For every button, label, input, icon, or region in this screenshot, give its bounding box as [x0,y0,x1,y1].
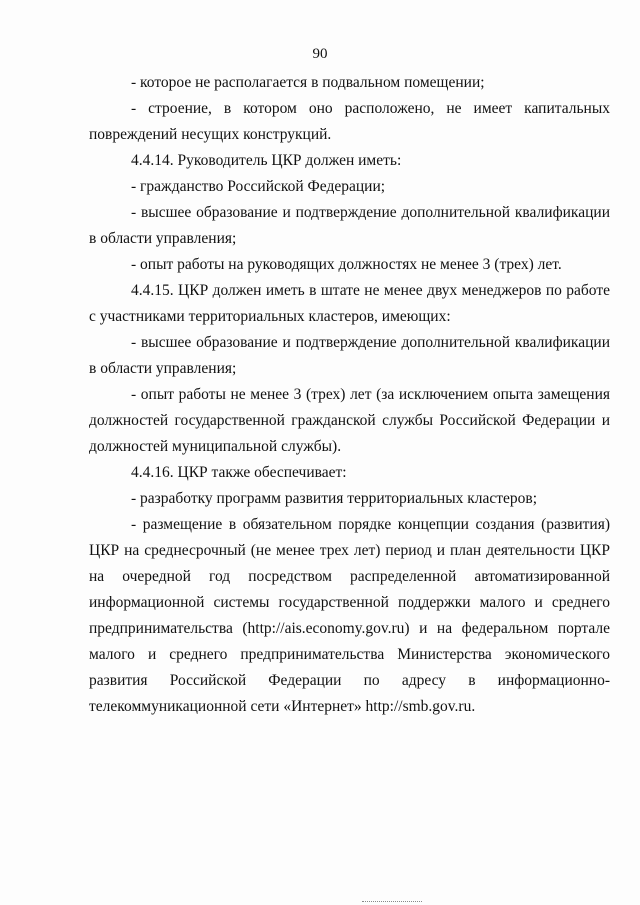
paragraph-12: - размещение в обязательном порядке концепции создания (развития) ЦКР на среднесрочный (не менее трех лет) период и план деятельности ЦКР на очередной год посредством распределенной автоматизированной информационной системы государственной поддержки малого и среднего предпринимательства (http://ais.economy.gov.ru) и на федеральном портале малого и среднего предпринимательства Министерства экономического развития Российской Федерации по адресу в информационно-телекоммуникационной сети «Интернет» http://smb.gov.ru. [89,516,610,715]
footer-dotted-mark [362,901,422,903]
paragraph-4: - гражданство Российской Федерации; [131,178,386,195]
page-number: 90 [312,46,328,62]
paragraph-11: - разработку программ развития территориальных кластеров; [131,490,538,507]
section-4-4-16-heading: 4.4.16. ЦКР также обеспечивает: [131,464,347,481]
document-body [89,70,610,720]
paragraph-5: - высшее образование и подтверждение дополнительной квалификации в области управления; [89,204,610,247]
paragraph-2: - строение, в котором оно расположено, не имеет капитальных повреждений несущих конструкций. [89,100,610,143]
paragraph-9: - опыт работы не менее 3 (трех) лет (за исключением опыта замещения должностей государственной гражданской службы Российской Федерации и должностей муниципальной службы). [89,386,610,455]
paragraph-6: - опыт работы на руководящих должностях не менее 3 (трех) лет. [131,256,562,273]
paragraph-1: - которое не располагается в подвальном помещении; [131,74,485,91]
section-4-4-15-heading: 4.4.15. ЦКР должен иметь в штате не менее двух менеджеров по работе с участниками территориальных кластеров, имеющих: [89,282,610,325]
section-4-4-14-heading: 4.4.14. Руководитель ЦКР должен иметь: [131,152,402,169]
paragraph-8: - высшее образование и подтверждение дополнительной квалификации в области управления; [89,334,610,377]
